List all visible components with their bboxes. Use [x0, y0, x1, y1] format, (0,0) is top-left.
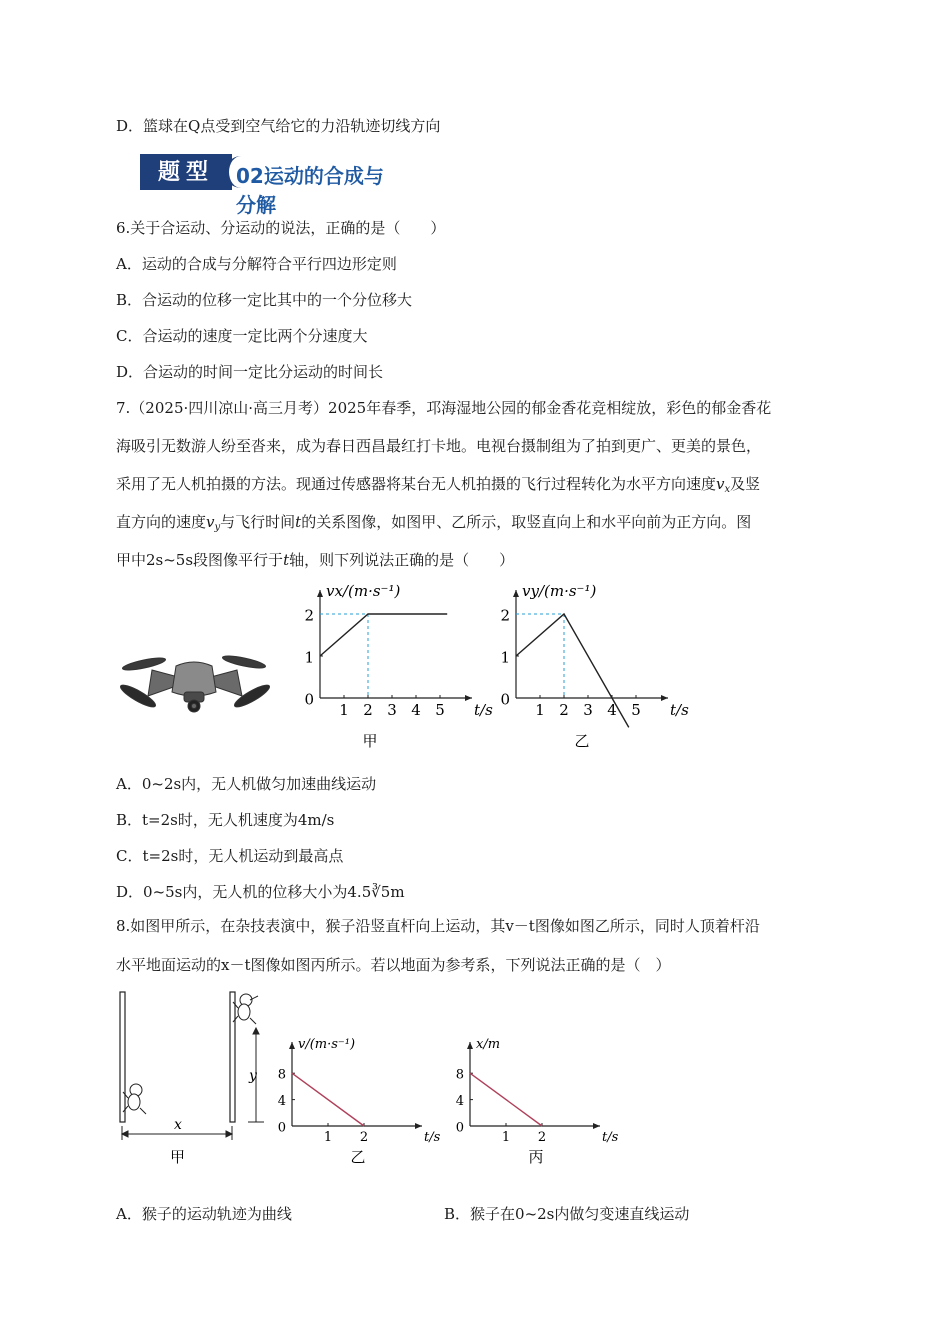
x-axis-arrow [661, 695, 668, 701]
banner-number: 02 [236, 164, 264, 188]
figure-pole-monkey [108, 988, 278, 1178]
graph-caption: 甲 [362, 732, 378, 750]
q7-option-d: D．0~5s内，无人机的位移大小为4.5∛5m [116, 883, 405, 901]
q8-option-b: B．猴子在0~2s内做匀变速直线运动 [444, 1205, 690, 1223]
q7-stem-line-4-c: 的关系图像，如图甲、乙所示，取竖直向上和水平向前为正方向。图 [301, 513, 752, 531]
q8-option-a: A．猴子的运动轨迹为曲线 [116, 1205, 292, 1223]
x-axis-arrow [465, 695, 472, 701]
q6-option-a: A．运动的合成与分解符合平行四边形定则 [116, 255, 397, 273]
graph-yi-vy [494, 578, 689, 758]
drone-image [112, 640, 277, 720]
y-tick-label: 2 [500, 606, 510, 625]
var-vx-sub: x [724, 484, 731, 495]
fig-y-label: y [249, 1068, 257, 1084]
var-vx: v [716, 475, 725, 493]
monkey-top-icon [233, 994, 258, 1024]
q7-stem-line-3 [116, 474, 760, 500]
y-axis-label: vy/(m·s⁻¹) [522, 582, 597, 600]
y-axis-arrow [289, 1042, 295, 1049]
y-axis-label: v/(m·s⁻¹) [298, 1037, 356, 1052]
q7-option-c: C．t=2s时，无人机运动到最高点 [116, 847, 344, 865]
y-tick-label: 0 [455, 1120, 464, 1136]
y-axis-label: x/m [476, 1037, 501, 1052]
var-t: t [295, 513, 302, 531]
q7-stem-line-4-a: 直方向的速度 [116, 513, 207, 531]
y-axis-arrow [513, 590, 519, 597]
banner-title-text: 运动的合成与分解 [236, 164, 384, 217]
x-axis-arrow [593, 1123, 600, 1129]
y-axis-arrow [467, 1042, 473, 1049]
q7-stem-line-5-b: 轴，则下列说法正确的是（ ） [289, 551, 515, 569]
q6-option-d: D．合运动的时间一定比分运动的时间长 [116, 363, 384, 381]
x-tick-label: 1 [323, 1130, 333, 1145]
q7-stem-line-1: 7.（2025·四川凉山·高三月考）2025年春季，邛海湿地公园的郁金香花竞相绽放，彩色的郁金香花 [116, 399, 772, 417]
y-tick-label: 8 [277, 1067, 286, 1083]
section-banner [140, 154, 402, 217]
series-line [470, 1073, 542, 1126]
x-tick-label: 5 [631, 701, 641, 719]
x-tick-label: 3 [583, 701, 593, 719]
x-axis-label: t/s [424, 1130, 441, 1145]
x-axis-label: t/s [670, 701, 689, 719]
graph-jia-vx [296, 578, 493, 758]
y-tick-label: 0 [500, 690, 510, 709]
x-tick-label: 2 [537, 1130, 547, 1145]
monkey-bottom-icon [123, 1084, 146, 1114]
y-axis-label: vx/(m·s⁻¹) [326, 582, 401, 600]
var-vy: v [206, 513, 215, 531]
x-axis-arrow [415, 1123, 422, 1129]
y-tick-label: 1 [500, 648, 510, 667]
y-tick-label: 1 [304, 648, 314, 667]
fig-jia-caption: 甲 [170, 1148, 186, 1166]
banner-title [236, 160, 402, 218]
y-tick-label: 0 [277, 1120, 286, 1136]
graph-caption: 乙 [350, 1148, 366, 1166]
x-axis-label: t/s [602, 1130, 619, 1145]
series-line [292, 1073, 364, 1126]
y-tick-label: 4 [277, 1094, 286, 1110]
q7-stem-line-4-b: 与飞行时间 [220, 513, 296, 531]
y-tick-label: 2 [304, 606, 314, 625]
q5-option-d: D．篮球在Q点受到空气给它的力沿轨迹切线方向 [116, 117, 441, 135]
x-tick-label: 1 [339, 701, 349, 719]
q8-stem-line-1: 8.如图甲所示，在杂技表演中，猴子沿竖直杆向上运动，其v－t图像如图乙所示，同时人顶着杆沿 [116, 917, 760, 935]
q6-stem: 6.关于合运动、分运动的说法，正确的是（ ） [116, 219, 446, 237]
graph-yi-v [277, 1030, 441, 1170]
q7-stem-line-3-tail: 及竖 [730, 475, 761, 493]
banner-tag: 题型 [140, 154, 232, 190]
q7-stem-line-5 [116, 550, 514, 570]
graph-caption: 丙 [528, 1148, 544, 1166]
var-t-2: t [283, 551, 290, 569]
q7-stem-line-4 [116, 512, 751, 538]
var-vy-sub: y [214, 522, 221, 533]
series-line [320, 614, 447, 656]
x-tick-label: 5 [435, 701, 445, 719]
q7-option-b: B．t=2s时，无人机速度为4m/s [116, 811, 335, 829]
x-tick-label: 3 [387, 701, 397, 719]
y-tick-label: 0 [304, 690, 314, 709]
q7-option-a: A．0~2s内，无人机做匀加速曲线运动 [116, 775, 377, 793]
x-tick-label: 2 [363, 701, 373, 719]
graph-bing-x [448, 1030, 619, 1170]
x-tick-label: 1 [501, 1130, 511, 1145]
q6-option-b: B．合运动的位移一定比其中的一个分位移大 [116, 291, 413, 309]
x-tick-label: 2 [359, 1130, 369, 1145]
q7-stem-line-2: 海吸引无数游人纷至沓来，成为春日西昌最红打卡地。电视台摄制组为了拍到更广、更美的景色， [116, 437, 762, 455]
graph-caption: 乙 [574, 732, 590, 750]
q6-option-c: C．合运动的速度一定比两个分速度大 [116, 327, 368, 345]
q7-stem-line-3-text: 采用了无人机拍摄的方法。现通过传感器将某台无人机拍摄的飞行过程转化为水平方向速度 [116, 475, 717, 493]
y-axis-arrow [317, 590, 323, 597]
q7-stem-line-5-a: 甲中2s~5s段图像平行于 [116, 551, 284, 569]
x-axis-label: t/s [474, 701, 493, 719]
q8-stem-line-2: 水平地面运动的x－t图像如图丙所示。若以地面为参考系，下列说法正确的是（ ） [116, 956, 671, 974]
x-tick-label: 2 [559, 701, 569, 719]
x-tick-label: 4 [607, 701, 617, 719]
y-tick-label: 8 [455, 1067, 464, 1083]
fig-x-label: x [174, 1117, 182, 1133]
x-tick-label: 1 [535, 701, 545, 719]
y-tick-label: 4 [455, 1094, 464, 1110]
x-tick-label: 4 [411, 701, 421, 719]
